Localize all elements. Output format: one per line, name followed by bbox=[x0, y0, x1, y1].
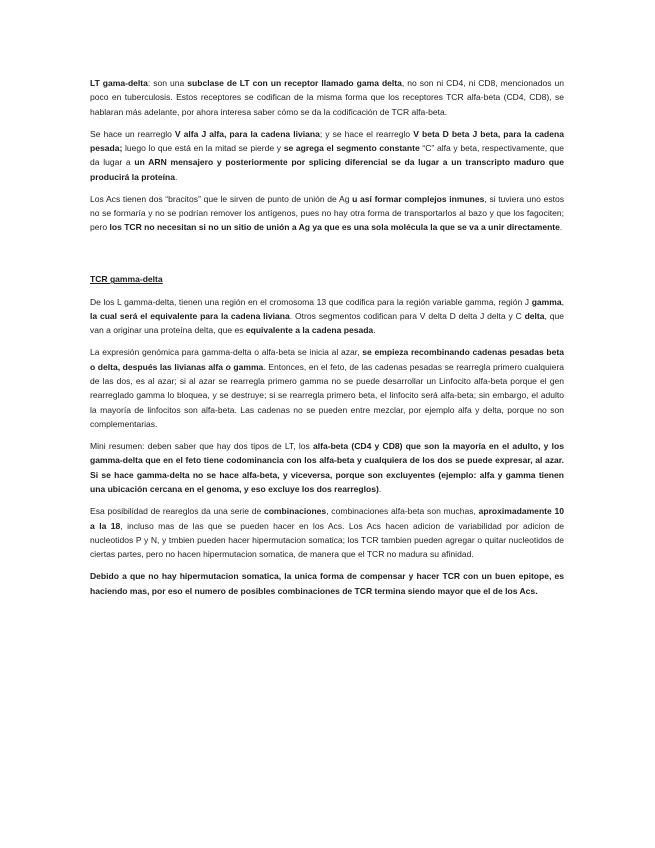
paragraph-conclusion: Debido a que no hay hipermutacion somatica, la unica forma de compensar y hacer TCR con un buen epitope, es haciendo mas, por eso el numero de posibles combinaciones de TCR termina siendo mayor que el de los Acs. bbox=[90, 571, 564, 596]
paragraph-rearreglo: Se hace un rearreglo V alfa J alfa, para la cadena liviana; y se hace el rearreglo V beta D beta J beta, para la cadena pesada; luego lo que está en la mitad se pierde y se agrega el segmento constante “C” alfa y beta, respectivamente, que da lugar a un ARN mensajero y posteriormente por splicing diferencial se da lugar a un transcripto maduro que producirá la proteína. bbox=[90, 128, 565, 182]
paragraph-expresion-genomica: La expresión genómica para gamma-delta o alfa-beta se inicia al azar, se empieza recombinando cadenas pesadas beta o delta, después las livianas alfa o gamma. Entonces, en el feto, de las cadenas pesadas se rearregla primero cualquiera de las dos, es al azar; si al azar se rearregla primero gamma no se puede desarrollar un Linfocito alfa-beta porque el gen rearreglado gamma lo bloquea, y se destruye; si se rearregla primero beta, el linfocito será alfa-beta; sin embargo, el adulto la mayoría de linfocitos son alfa-beta. Las cadenas no se pueden entre mezclar, por ejemplo alfa y delta, porque no son complementarias. bbox=[90, 347, 564, 430]
section-heading: TCR gamma-delta bbox=[90, 274, 163, 285]
paragraph-acs-bracitos: Los Acs tienen dos “bracitos” que le sirven de punto de unión de Ag u así formar complejos inmunes, si tuviera uno estos no se formaría y no se podrían remover los antígenos, pues no hay otra forma de transportarlos al bazo y que los fagociten; pero los TCR no necesitan si no un sitio de unión a Ag ya que es una sola molécula la que se va a unir directamente. bbox=[90, 193, 564, 233]
document-page bbox=[90, 76, 564, 605]
section-gap bbox=[90, 242, 564, 272]
paragraph-lt-gama-delta: LT gama-delta: son una subclase de LT con un receptor llamado gama delta, no son ni CD4, ni CD8, mencionados un poco en tuberculosis. Estos receptores se codifican de la misma forma que los receptores TCR alfa-beta (CD4, CD8), se hablaran más adelante, por ahora interesa saber cómo se da la codificación de TCR alfa-beta. bbox=[90, 78, 564, 117]
paragraph-combinaciones: Esa posibilidad de reareglos da una serie de combinaciones, combinaciones alfa-beta son muchas, aproximadamente 10 a la 18, incluso mas de las que se pueden hacer en los Acs. Los Acs hacen adicion de variabilidad por adicion de nucleotidos P y N, y tmbien pueden hacer hipermutacion somatica; los TCR tambien pueden agregar o quitar nucleotidos de ciertas partes, pero no hacen hipermutacion somatica, de manera que el TCR no madura su afinidad. bbox=[90, 506, 565, 560]
paragraph-gamma-delta-region: De los L gamma-delta, tienen una región en el cromosoma 13 que codifica para la región variable gamma, región J gamma, la cual será el equivalente para la cadena liviana. Otros segmentos codifican para V delta D delta J delta y C delta, que van a originar una proteína delta, que es equivalente a la cadena pesada. bbox=[90, 296, 564, 336]
paragraph-mini-resumen: Mini resumen: deben saber que hay dos tipos de LT, los alfa-beta (CD4 y CD8) que son la mayoría en el adulto, y los gamma-delta que en el feto tiene codominancia con los alfa-beta y cualquiera de los dos se puede expresar, al azar. Si se hace gamma-delta no se hace alfa-beta, y viceversa, porque son excluyentes (ejemplo: alfa y gamma tienen una ubicación cercana en el genoma, y eso excluye los dos rearreglos). bbox=[90, 441, 564, 495]
term-lt-gama-delta: LT gama-delta bbox=[90, 78, 148, 88]
